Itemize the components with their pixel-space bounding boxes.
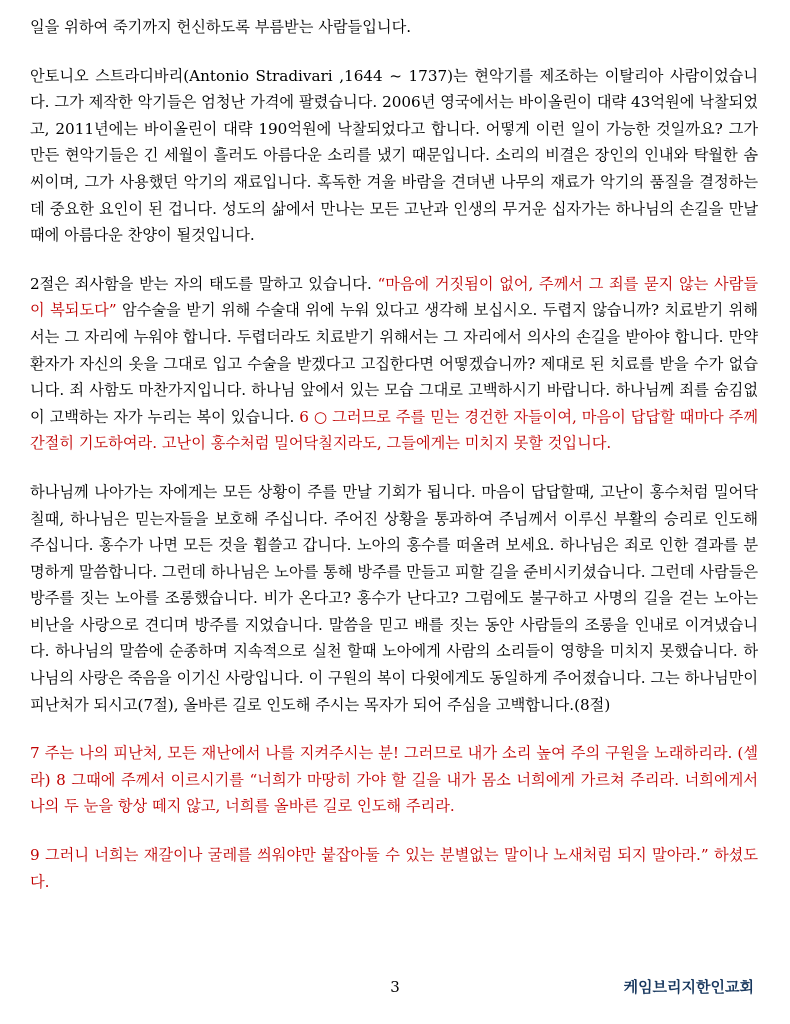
quote-verse-6: 6 ○ 그러므로 주를 믿는 경건한 자들이여, 마음이 답답할 때마다 주께 간절히 기도하여라. 고난이 홍수처럼 밀어닥칠지라도, 그들에게는 미치지 못할 것입니다. (30, 407, 758, 453)
paragraph-intro: 일을 위하여 죽기까지 헌신하도록 부름받는 사람들입니다. (30, 18, 412, 36)
quote-verse-7-8: 7 주는 나의 피난처, 모든 재난에서 나를 지켜주시는 분! 그러므로 내가 소리 높여 주의 구원을 노래하리라. (셀라) 8 그때에 주께서 이르시기를 “너희가 마땅히 가야 할 길을 내가 몸소 너희에게 가르쳐 주리라. 너희에게서 나의 두 눈을 항상 떼지 않고, 너희를 올바른 길로 인도해 주리라. (30, 744, 758, 816)
paragraph-verse-2-text-a: 2절은 죄사함을 받는 자의 태도를 말하고 있습니다. (30, 274, 378, 293)
paragraph-gap (30, 41, 758, 63)
paragraph-gap (30, 718, 758, 740)
paragraph-gap (30, 249, 758, 271)
quote-verse-9: 9 그러니 너희는 재갈이나 굴레를 씌워야만 붙잡아둘 수 있는 분별없는 말이나 노새처럼 되지 말아라.” 하셨도다. (30, 846, 758, 891)
paragraph-noah: 하나님께 나아가는 자에게는 모든 상황이 주를 만날 기회가 됩니다. 마음이 답답할때, 고난이 홍수처럼 밀어닥칠때, 하나님은 믿는자들을 보호해 주십니다. 주어진 상황을 통과하여 주님께서 이루신 부활의 승리로 인도해 주십니다. 홍수가 나면 모든 것을 휩쓸고 갑니다. 노아의 홍수를 떠올려 보세요. 하나님은 죄로 인한 결과를 분명하게 말씀합니다. 그런데 하나님은 노아를 통해 방주를 만들고 피할 길을 준비시키셨습니다. 그런데 사람들은 방주를 짓는 노아를 조롱했습니다. 비가 온다고? 홍수가 난다고? 그럼에도 불구하고 사명의 길을 걷는 노아는 비난을 사랑으로 견디며 방주를 지었습니다. 말씀을 믿고 배를 짓는 동안 사람들의 조롱을 인내로 이겨냈습니다. 하나님의 말씀에 순종하며 지속적으로 실천 할때 노아에게 사람의 소리들이 영향을 미치지 못했습니다. 하나님의 사랑은 죽음을 이기신 사랑입니다. 이 구원의 복이 다윗에게도 동일하게 주어졌습니다. 그는 하나님만이 피난처가 되시고(7절), 올바른 길로 인도해 주시는 목자가 되어 주심을 고백합니다.(8절) (30, 482, 758, 714)
church-name: 케임브리지한인교회 (623, 978, 754, 996)
page-number: 3 (390, 978, 400, 996)
paragraph-verse-2-text-c: 암수술을 받기 위해 수술대 위에 누워 있다고 생각해 보십시오. 두렵지 않습니까? 치료받기 위해서는 그 자리에 누워야 합니다. 두렵더라도 치료받기 위해서는 그 자리에서 의사의 손길을 받아야 합니다. 만약 환자가 자신의 옷을 그대로 입고 수술을 받겠다고 고집한다면 어떻겠습니까? 제대로 된 치료를 받을 수가 없습니다. 죄 사함도 마찬가지입니다. 하나님 앞에서 있는 모습 그대로 고백하시기 바랍니다. 하나님께 죄를 숨김없이 고백하는 자가 누리는 복이 있습니다. (30, 301, 758, 426)
paragraph-verse-2 (30, 271, 758, 457)
quote-verse-2: “마음에 거짓됨이 없어, 주께서 그 죄를 묻지 않는 사람들이 복되도다” (30, 274, 758, 320)
paragraph-gap (30, 820, 758, 842)
paragraph-gap (30, 457, 758, 479)
paragraph-stradivari: 안토니오 스트라디바리(Antonio Stradivari ,1644 ~ 1737)는 현악기를 제조하는 이탈리아 사람이었습니다. 그가 제작한 악기들은 엄청난 가격에 팔렸습니다. 2006년 영국에서는 바이올린이 대략 43억원에 낙찰되었고, 2011년에는 바이올린이 대략 190억원에 낙찰되었다고 합니다. 어떻게 이런 일이 가능한 것일까요? 그가 만든 현악기들은 긴 세월이 흘러도 아름다운 소리를 냈기 때문입니다. 소리의 비결은 장인의 인내와 탁월한 솜씨이며, 그가 사용했던 악기의 재료입니다. 혹독한 겨울 바람을 견뎌낸 나무의 재료가 악기의 품질을 결정하는데 중요한 요인이 된 겁니다. 성도의 삶에서 만나는 모든 고난과 인생의 무거운 십자가는 하나님의 손길을 만날때에 아름다운 찬양이 될것입니다. (30, 66, 758, 245)
document-body (30, 14, 758, 895)
